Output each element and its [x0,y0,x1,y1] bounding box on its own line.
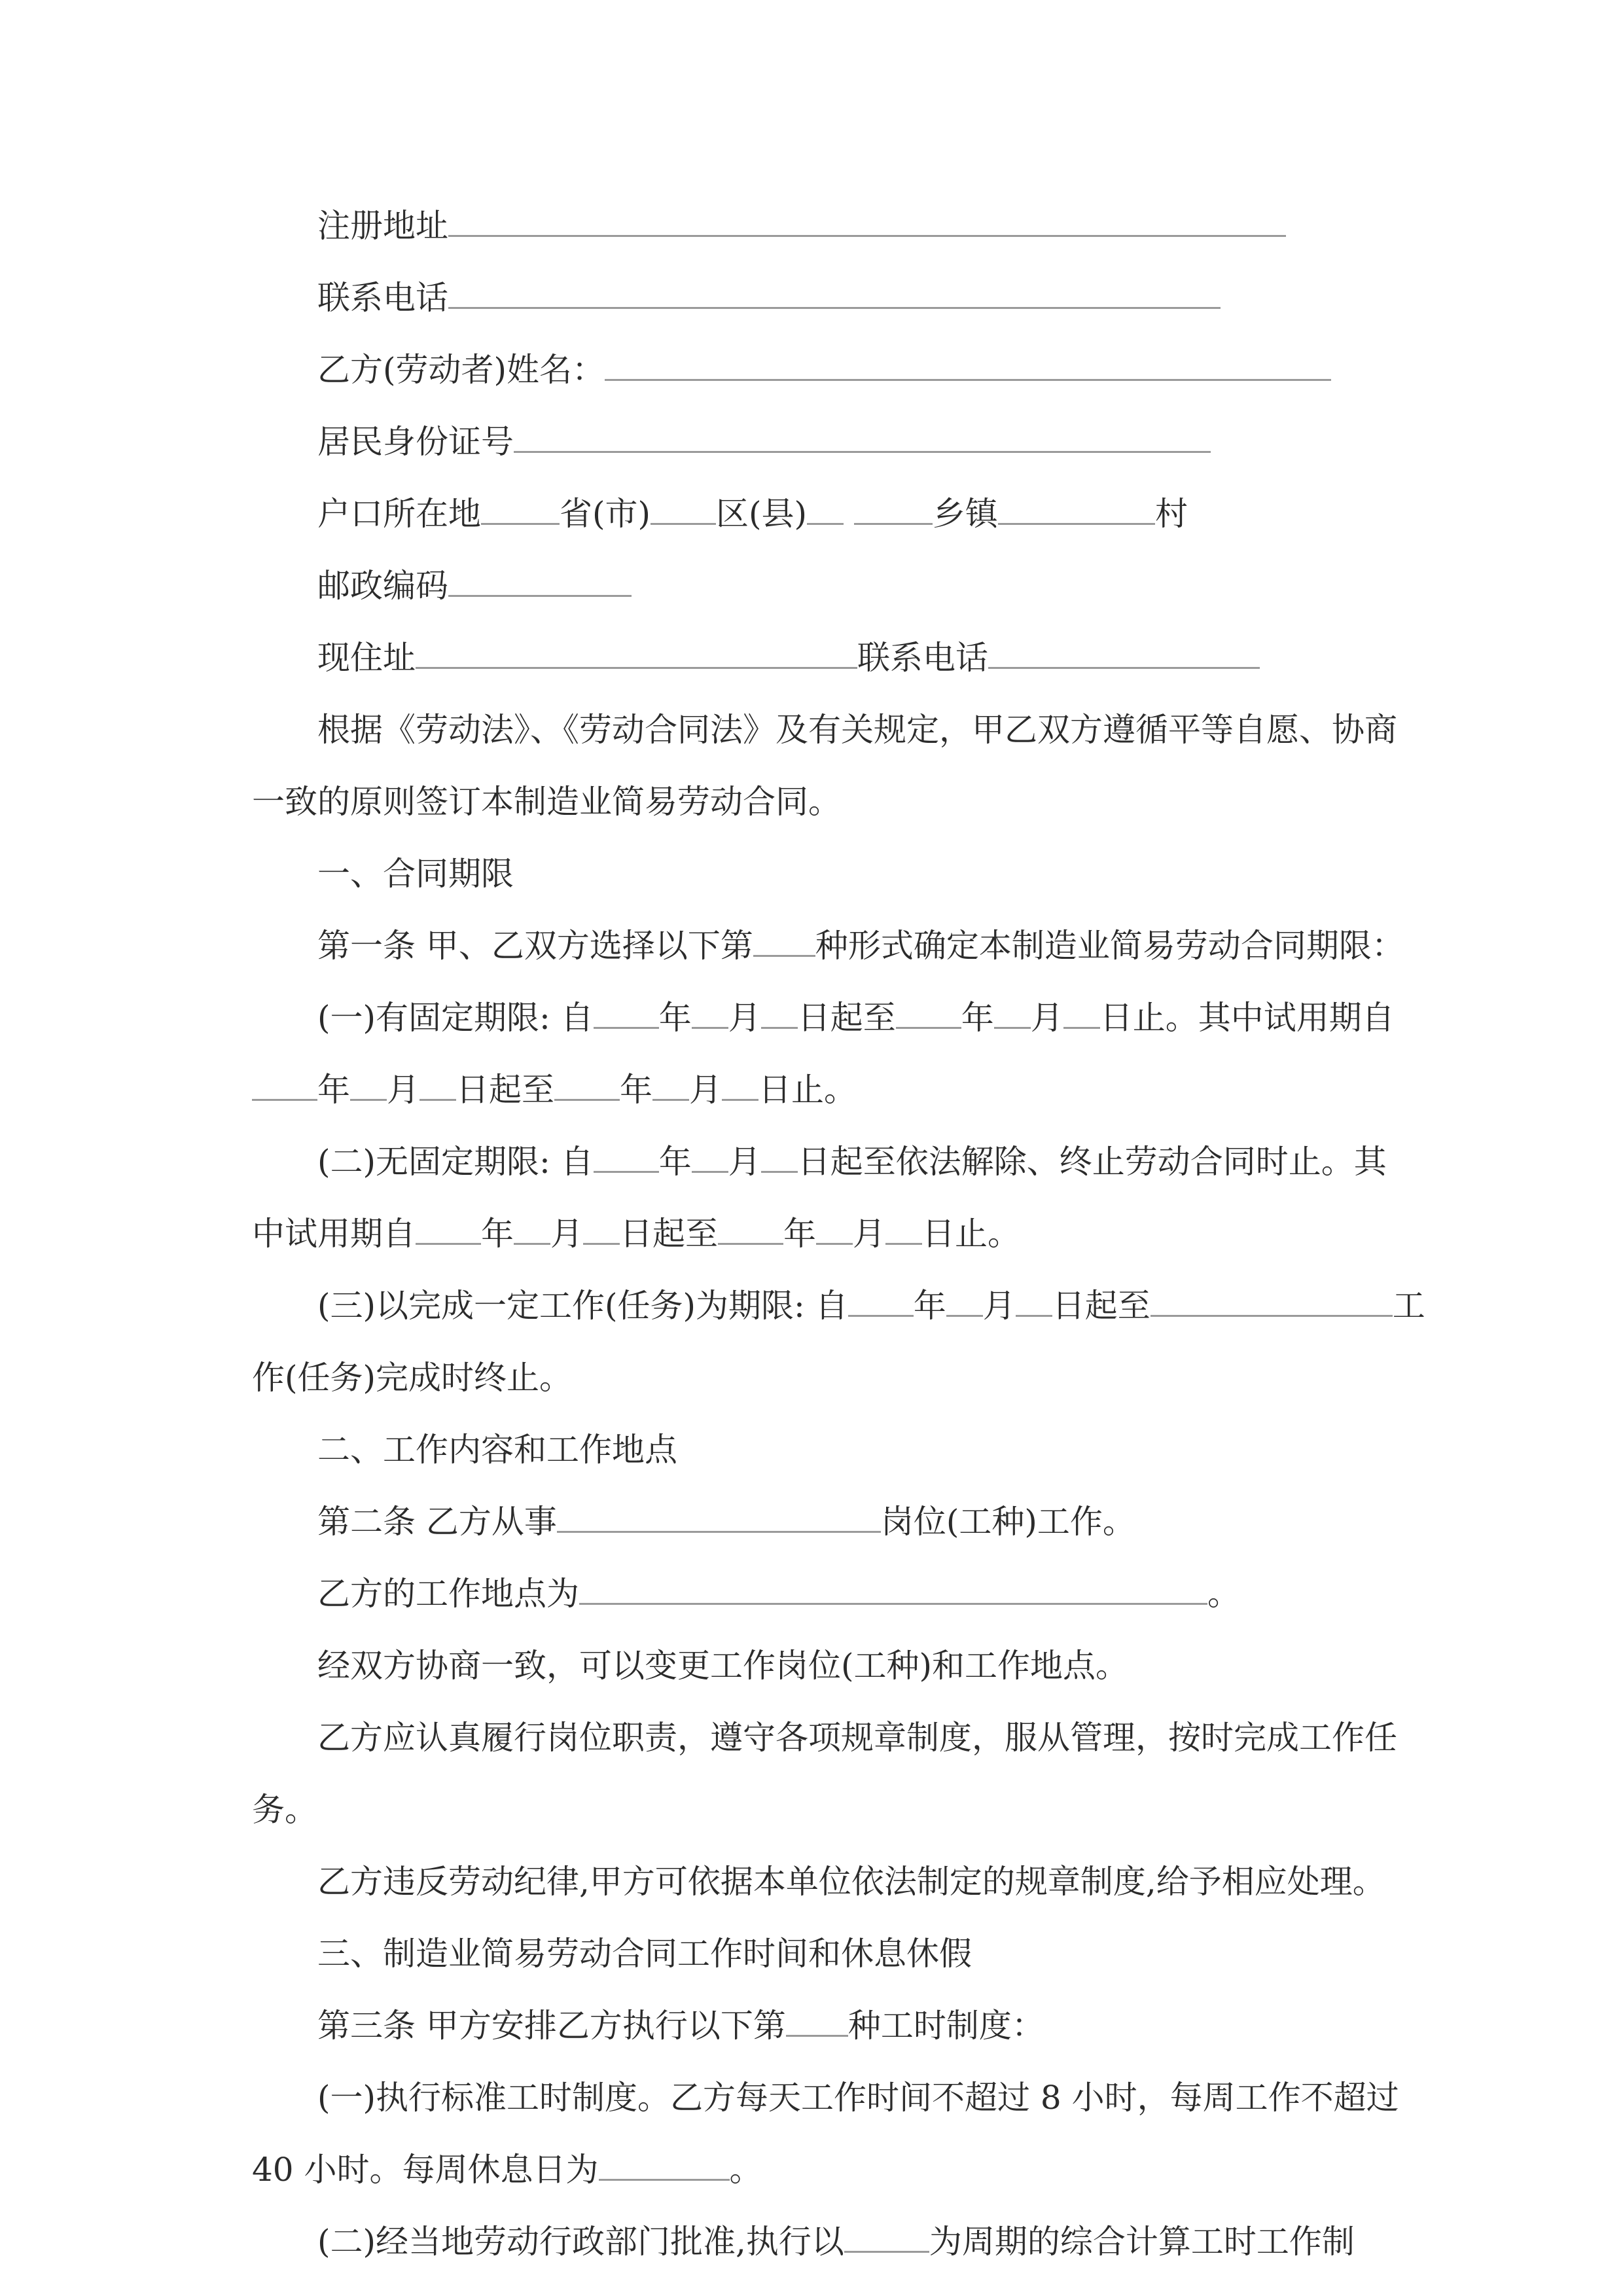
fill-in-blank [481,489,560,525]
fill-in-blank [786,2001,848,2037]
text-run: 经双方协商一致，可以变更工作岗位(工种)和工作地点。 [317,1647,1129,1685]
text-run: 日起至 [456,1071,554,1109]
fill-in-blank [416,633,857,669]
fill-in-blank [514,417,1211,453]
text-run: 工 [1392,1287,1425,1325]
document-line [252,406,1430,478]
document-line [252,766,1430,838]
fill-in-blank [885,1209,922,1245]
text-run: (三)以完成一定工作(任务)为期限: 自 [317,1287,848,1325]
fill-in-blank [350,1065,387,1101]
text-run: 联系电话 [857,639,988,677]
document-line [252,2062,1430,2134]
text-run: 三、制造业简易劳动合同工作时间和休息休假 [317,1935,972,1973]
fill-in-blank [753,921,815,957]
text-run: 岗位(工种)工作。 [880,1503,1135,1541]
text-run: 作(任务)完成时终止。 [252,1359,573,1397]
document-line [252,1774,1430,1846]
text-run: 年 [317,1071,350,1109]
text-run: 为周期的综合计算工时工作制 [929,2223,1355,2261]
fill-in-blank [594,993,659,1029]
fill-in-blank [816,1209,853,1245]
document-line [252,1414,1430,1486]
text-run: 种工时制度： [847,2007,1044,2045]
document-line [252,1990,1430,2062]
text-run: 二、工作内容和工作地点 [317,1431,677,1469]
text-run: 根据《劳动法》、《劳动合同法》及有关规定，甲乙双方遵循平等自愿、协商 [317,711,1397,749]
text-run: 年 [620,1071,652,1109]
fill-in-blank [652,1065,689,1101]
fill-in-blank [994,993,1031,1029]
document-line [252,1270,1430,1342]
fill-in-blank [599,2145,730,2181]
document-line [252,982,1430,1054]
text-run [844,495,854,533]
text-run: (二)无固定期限: 自 [317,1143,594,1181]
document-line [252,2206,1430,2278]
fill-in-blank [718,1209,783,1245]
fill-in-blank [594,1137,659,1173]
text-run: 年 [658,1143,692,1181]
text-run: 乙方违反劳动纪律,甲方可依据本单位依法制定的规章制度,给予相应处理。 [317,1863,1385,1901]
text-run: (二)经当地劳动行政部门批准,执行以 [317,2223,844,2261]
document-line [252,550,1430,622]
fill-in-blank [1016,1281,1052,1317]
fill-in-blank [848,1281,914,1317]
text-run: 村 [1154,495,1188,533]
fill-in-blank [946,1281,983,1317]
text-run: 第二条 乙方从事 [317,1503,557,1541]
text-run: 。 [729,2151,762,2189]
document-line [252,262,1430,334]
document-line [252,1198,1430,1270]
fill-in-blank [583,1209,620,1245]
text-run: 40 小时。每周休息日为 [252,2151,599,2189]
document-line [252,1630,1430,1702]
fill-in-blank [722,1065,758,1101]
text-run: 乙方(劳动者)姓名： [317,351,605,389]
fill-in-blank [844,2217,929,2253]
text-run: (一)有固定期限: 自 [317,999,594,1037]
fill-in-blank [554,1065,620,1101]
text-run: 日止。 [758,1071,857,1109]
document-line [252,1846,1430,1918]
text-run: 乡镇 [932,495,998,533]
text-run: 年 [913,1287,946,1325]
document-line [252,1486,1430,1558]
fill-in-blank [252,1065,317,1101]
fill-in-blank [448,201,1286,237]
fill-in-blank [988,633,1260,669]
text-run: (一)执行标准工时制度。乙方每天工作时间不超过 8 小时，每周工作不超过 [317,2079,1399,2117]
document-content [252,190,1430,2278]
text-run: 务。 [252,1791,317,1829]
text-run: 一、合同期限 [317,855,514,893]
text-run: 年 [658,999,692,1037]
text-run: 日起至 [620,1215,718,1253]
text-run: 中试用期自 [252,1215,416,1253]
text-run: 月 [550,1215,583,1253]
document-line [252,1558,1430,1630]
text-run: 月 [853,1215,885,1253]
document-line [252,1918,1430,1990]
fill-in-blank [761,993,798,1029]
text-run: 月 [982,1287,1016,1325]
text-run: 区(县) [716,495,808,533]
document-line [252,910,1430,982]
text-run: 月 [387,1071,419,1109]
text-run: 日止。 [922,1215,1020,1253]
text-run: 年 [481,1215,514,1253]
fill-in-blank [692,993,728,1029]
text-run: 乙方应认真履行岗位职责，遵守各项规章制度，服从管理，按时完成工作任 [317,1719,1397,1757]
fill-in-blank [579,1569,1207,1605]
document-line [252,190,1430,262]
fill-in-blank [761,1137,798,1173]
text-run: 邮政编码 [317,567,448,605]
text-run: 日起至依法解除、终止劳动合同时止。其 [797,1143,1387,1181]
fill-in-blank [807,489,844,525]
text-run: 第一条 甲、乙双方选择以下第 [317,927,753,965]
fill-in-blank [605,345,1331,381]
text-run: 月 [728,999,761,1037]
fill-in-blank [896,993,961,1029]
document-line [252,1126,1430,1198]
document-line [252,1342,1430,1414]
text-run: 日起至 [797,999,896,1037]
document-line [252,622,1430,694]
document-line [252,2134,1430,2206]
text-run: 日起至 [1052,1287,1150,1325]
text-run: 户口所在地 [317,495,481,533]
text-run: 省(市) [560,495,651,533]
fill-in-blank [1150,1281,1393,1317]
text-run: 注册地址 [317,207,448,245]
fill-in-blank [557,1497,881,1533]
fill-in-blank [854,489,933,525]
fill-in-blank [692,1137,728,1173]
text-run: 居民身份证号 [317,423,514,461]
text-run: 乙方的工作地点为 [317,1575,579,1613]
text-run: 一致的原则签订本制造业简易劳动合同。 [252,783,841,821]
document-line [252,334,1430,406]
fill-in-blank [1063,993,1100,1029]
text-run: 年 [961,999,994,1037]
document-line [252,1054,1430,1126]
text-run: 月 [1030,999,1063,1037]
text-run: 种形式确定本制造业简易劳动合同期限： [815,927,1404,965]
document-line [252,838,1430,910]
fill-in-blank [514,1209,550,1245]
fill-in-blank [651,489,716,525]
document-line [252,1702,1430,1774]
text-run: 月 [728,1143,761,1181]
text-run: 。 [1207,1575,1240,1613]
document-line [252,694,1430,766]
text-run: 月 [689,1071,722,1109]
fill-in-blank [998,489,1155,525]
fill-in-blank [448,561,632,597]
text-run: 年 [783,1215,816,1253]
fill-in-blank [419,1065,456,1101]
document-line [252,478,1430,550]
text-run: 日止。其中试用期自 [1099,999,1395,1037]
text-run: 第三条 甲方安排乙方执行以下第 [317,2007,786,2045]
text-run: 联系电话 [317,279,448,317]
fill-in-blank [448,273,1221,309]
text-run: 现住址 [317,639,416,677]
fill-in-blank [416,1209,481,1245]
